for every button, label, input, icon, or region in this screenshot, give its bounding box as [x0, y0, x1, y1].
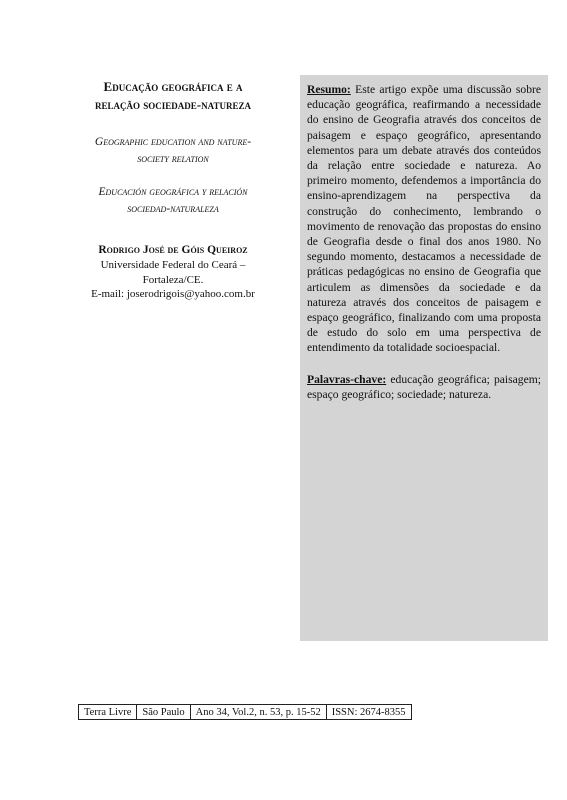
abstract-text: Este artigo expõe uma discussão sobre educação geográfica, reafirmando a necessidade do ensino de Geografia através dos conceitos de paisagem e espaço geográfico, apresentando elementos para um debate através dos conteúdos da relação entre sociedade e natureza. Ao primeiro momento, defendemos a importância do ensino-aprendizagem na perspectiva da construção do conhecimento, lembrando o movimento de renovação das propostas do ensino de Geografia desde o final dos anos 1980. No segundo momento, destacamos a necessidade de práticas pedagógicas no ensino de Geografia que articulem as dimensões da sociedade e da natureza através dos conceitos de paisagem e espaço geográfico, finalizando com uma proposta de estudo do solo em uma perspectiva de entendimento da totalidade socioespacial. [307, 83, 541, 355]
abstract-label: Resumo: [307, 83, 351, 96]
keywords-paragraph [307, 372, 541, 402]
affiliation-line-2: Fortaleza/CE. [142, 273, 204, 286]
footer-journal: Terra Livre [79, 705, 137, 720]
title-pt-line-1: Educação geográfica e a [103, 79, 243, 94]
citation-footer [78, 704, 412, 720]
article-title-pt [62, 78, 284, 114]
title-es-line-2: sociedad-naturaleza [127, 203, 219, 215]
title-pt-line-2: relação sociedade-natureza [95, 97, 251, 112]
citation-row [79, 705, 412, 720]
author-name: Rodrigo José de Góis Queiroz [98, 244, 248, 256]
article-header [62, 78, 284, 302]
keywords-label: Palavras-chave: [307, 372, 387, 386]
article-title-en [62, 134, 284, 168]
abstract-box [300, 75, 548, 641]
author-email: E-mail: joserodrigois@yahoo.com.br [91, 288, 255, 300]
title-en-line-2: society relation [137, 153, 209, 165]
article-title-es [62, 184, 284, 218]
affiliation-line-1: Universidade Federal do Ceará – [100, 259, 246, 271]
footer-issn: ISSN: 2674-8355 [326, 705, 411, 720]
footer-city: São Paulo [137, 705, 190, 720]
keywords-text: educação geográfica; paisagem; espaço geográfico; sociedade; natureza. [307, 372, 541, 401]
abstract-paragraph [307, 82, 541, 356]
author-block [62, 242, 284, 302]
author-affiliation [62, 258, 284, 287]
title-es-line-1: Educación geográfica y relación [98, 186, 248, 198]
footer-issue: Ano 34, Vol.2, n. 53, p. 15-52 [190, 705, 326, 720]
title-en-line-1: Geographic education and nature- [94, 136, 252, 148]
